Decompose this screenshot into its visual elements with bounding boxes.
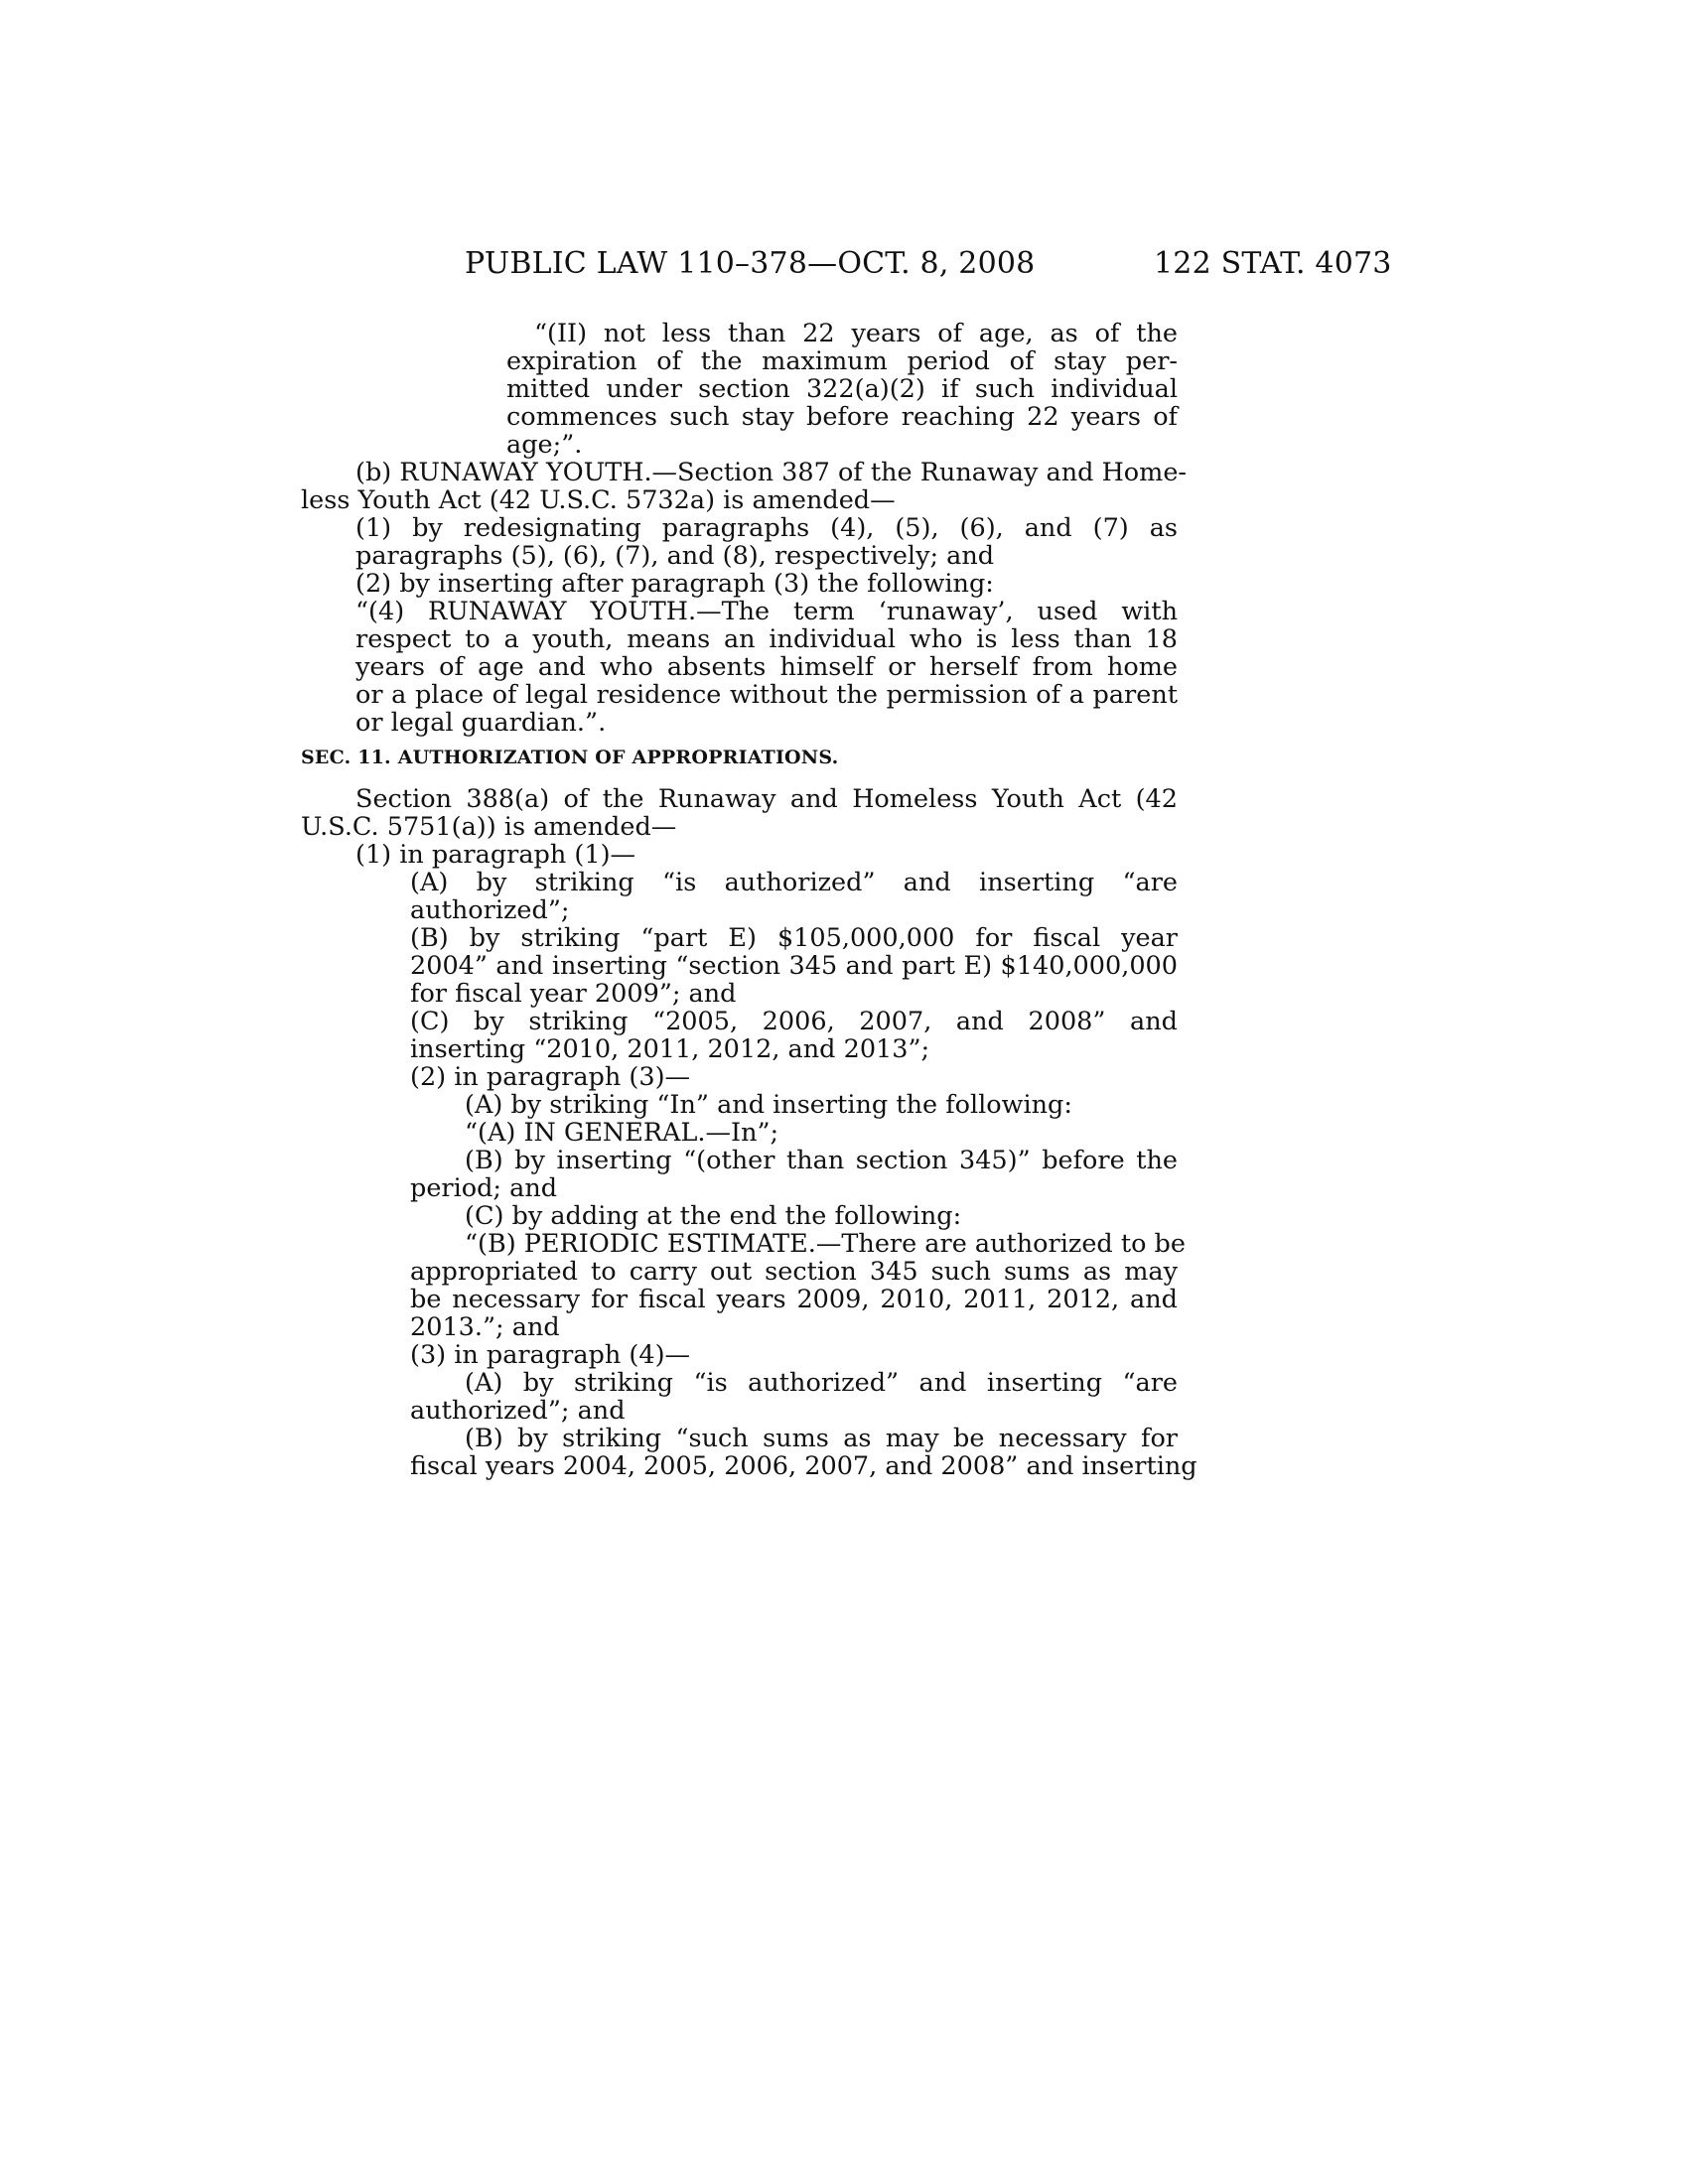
text-line: fiscal years 2004, 2005, 2006, 2007, and 2008” and inserting [410, 1451, 1197, 1481]
text-line: for fiscal year 2009”; and [410, 979, 737, 1009]
text-line: be necessary for fiscal years 2009, 2010, 2011, 2012, and [410, 1285, 1178, 1314]
text-line: period; and [410, 1173, 558, 1203]
running-head: PUBLIC LAW 110–378—OCT. 8, 2008 [465, 246, 1036, 281]
text-line: (b) RUNAWAY YOUTH.—Section 387 of the Runaway and Home- [355, 458, 1188, 487]
text-line: (A) by striking “is authorized” and inserting “are [410, 868, 1178, 897]
text-line: (2) in paragraph (3)— [410, 1062, 691, 1092]
text-line: “(4) RUNAWAY YOUTH.—The term ‘runaway’, used with [355, 597, 1178, 626]
text-line: less Youth Act (42 U.S.C. 5732a) is amended— [301, 485, 896, 515]
text-line: expiration of the maximum period of stay per- [506, 346, 1178, 376]
text-line: (3) in paragraph (4)— [410, 1340, 691, 1370]
section-heading: SEC. 11. AUTHORIZATION OF APPROPRIATIONS. [301, 747, 839, 768]
text-line: inserting “2010, 2011, 2012, and 2013”; [410, 1034, 930, 1064]
text-line: appropriated to carry out section 345 such sums as may [410, 1257, 1178, 1287]
text-line: “(II) not less than 22 years of age, as of the [534, 319, 1178, 348]
text-line: years of age and who absents himself or herself from home [355, 652, 1178, 682]
text-line: (1) by redesignating paragraphs (4), (5), (6), and (7) as [355, 513, 1178, 543]
text-line: (1) in paragraph (1)— [355, 840, 636, 870]
text-line: paragraphs (5), (6), (7), and (8), respectively; and [355, 541, 995, 571]
text-line: (B) by striking “such sums as may be necessary for [465, 1424, 1178, 1453]
text-line: (C) by adding at the end the following: [465, 1201, 962, 1231]
text-line: (B) by striking “part E) $105,000,000 for fiscal year [410, 923, 1178, 953]
text-line: (2) by inserting after paragraph (3) the following: [355, 569, 994, 599]
text-line: (A) by striking “is authorized” and inserting “are [465, 1368, 1178, 1398]
text-line: or legal guardian.”. [355, 708, 607, 738]
text-line: authorized”; [410, 895, 570, 925]
text-line: mitted under section 322(a)(2) if such individual [506, 374, 1178, 404]
text-line: “(B) PERIODIC ESTIMATE.—There are authorized to be [465, 1229, 1186, 1259]
text-line: authorized”; and [410, 1396, 626, 1426]
text-line: 2013.”; and [410, 1312, 560, 1342]
text-line: U.S.C. 5751(a)) is amended— [301, 812, 677, 842]
text-line: (A) by striking “In” and inserting the following: [465, 1090, 1072, 1120]
text-line: (C) by striking “2005, 2006, 2007, and 2008” and [410, 1007, 1178, 1036]
text-line: “(A) IN GENERAL.—In”; [465, 1118, 779, 1148]
text-line: 2004” and inserting “section 345 and part E) $140,000,000 [410, 951, 1178, 981]
page-citation: 122 STAT. 4073 [1154, 246, 1392, 281]
text-line: (B) by inserting “(other than section 345)” before the [465, 1146, 1178, 1175]
text-line: commences such stay before reaching 22 years of [506, 402, 1178, 432]
text-line: respect to a youth, means an individual who is less than 18 [355, 624, 1178, 654]
text-line: age;”. [506, 430, 583, 460]
text-line: Section 388(a) of the Runaway and Homeless Youth Act (42 [355, 784, 1178, 814]
text-line: or a place of legal residence without the permission of a parent [355, 680, 1178, 710]
